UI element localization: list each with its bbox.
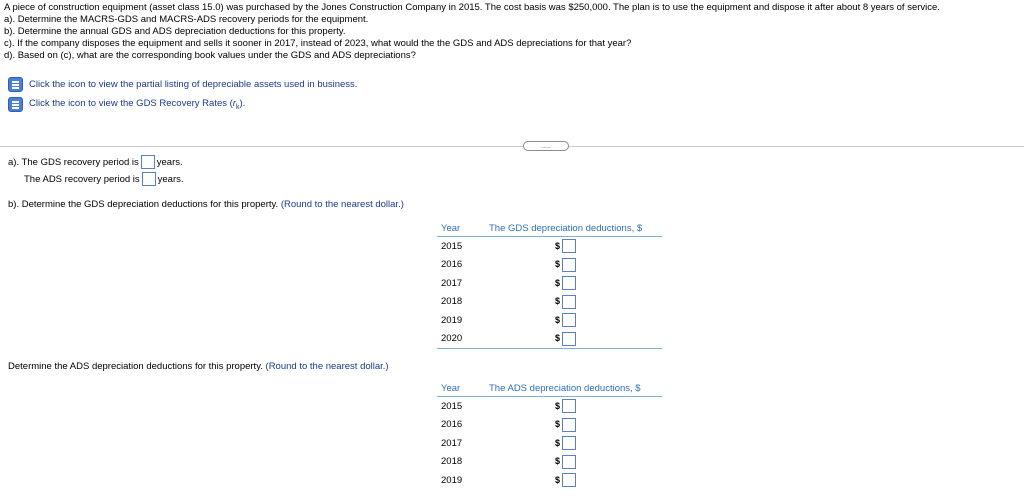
ads-currency-sign: $ bbox=[554, 437, 560, 448]
ads-round-hint: (Round to the nearest dollar.) bbox=[265, 361, 389, 372]
gds-value-cell bbox=[483, 274, 662, 293]
rates-link-prefix: Click the icon to view the GDS Recovery Rates ( bbox=[29, 98, 233, 110]
ads-currency-sign: $ bbox=[554, 400, 560, 411]
ads-currency-sign: $ bbox=[554, 474, 560, 485]
document-icon[interactable] bbox=[8, 97, 23, 112]
gds-value-header: The GDS depreciation deductions, $ bbox=[483, 220, 662, 237]
gds-year-cell: 2015 bbox=[441, 240, 463, 252]
gds-value-cell bbox=[483, 293, 662, 312]
ads-value-cell bbox=[483, 471, 662, 490]
question-part-c: c). If the company disposes the equipment and sells it sooner in 2017, instead of 2023, what would the the GDS and ADS depreciations for that year? bbox=[4, 38, 632, 49]
ads-table-row bbox=[437, 397, 662, 416]
ads-deduction-input[interactable] bbox=[562, 399, 576, 413]
ads-year-cell: 2018 bbox=[441, 456, 463, 468]
ads-year-cell: 2016 bbox=[441, 419, 463, 431]
gds-year-cell: 2018 bbox=[441, 296, 463, 308]
document-icon[interactable] bbox=[8, 77, 23, 92]
rates-link-var: r bbox=[232, 98, 236, 110]
gds-period-unit: years. bbox=[156, 157, 183, 168]
ads-value-cell bbox=[483, 416, 662, 435]
gds-currency-sign: $ bbox=[554, 240, 560, 251]
gds-currency-sign: $ bbox=[554, 277, 560, 288]
gds-currency-sign: $ bbox=[554, 333, 560, 344]
rates-link-sub: k bbox=[235, 103, 240, 111]
gds-value-cell bbox=[483, 237, 662, 256]
ads-period-label: The ADS recovery period is bbox=[24, 174, 140, 185]
question-part-a: a). Determine the MACRS-GDS and MACRS-ADS recovery periods for the equipment. bbox=[4, 14, 369, 25]
gds-table-row bbox=[437, 256, 662, 275]
gds-currency-sign: $ bbox=[554, 296, 560, 307]
gds-year-cell: 2017 bbox=[441, 277, 463, 289]
ads-currency-sign: $ bbox=[554, 419, 560, 430]
gds-table-row bbox=[437, 274, 662, 293]
gds-year-cell: 2020 bbox=[437, 330, 483, 349]
gds-deduction-input[interactable] bbox=[562, 276, 576, 290]
gds-value-cell bbox=[483, 330, 662, 349]
rates-link-suffix: ). bbox=[239, 98, 246, 110]
gds-deduction-input[interactable] bbox=[562, 258, 576, 272]
gds-deduction-input[interactable] bbox=[562, 332, 576, 346]
gds-period-input[interactable] bbox=[141, 155, 155, 169]
ads-table-row bbox=[437, 434, 662, 453]
ads-table-row bbox=[437, 471, 662, 490]
question-intro: A piece of construction equipment (asset class 15.0) was purchased by the Jones Construction Company in 2015. The cost basis was $250,000. The plan is to use the equipment and dispose it after about 8 years of service. bbox=[4, 2, 940, 13]
gds-table-row bbox=[437, 293, 662, 312]
ads-year-header: Year bbox=[437, 380, 483, 397]
rates-link-text[interactable] bbox=[29, 98, 245, 111]
gds-period-label: a). The GDS recovery period is bbox=[8, 157, 139, 168]
ads-period-unit: years. bbox=[157, 174, 184, 185]
ads-value-cell bbox=[483, 453, 662, 472]
gds-table-row bbox=[437, 330, 662, 349]
gds-deduction-input[interactable] bbox=[562, 239, 576, 253]
ads-prompt: Determine the ADS depreciation deductions for this property. bbox=[8, 361, 263, 372]
ads-year-cell: 2017 bbox=[441, 437, 463, 449]
gds-currency-sign: $ bbox=[554, 314, 560, 325]
gds-period-row bbox=[8, 155, 183, 171]
gds-table-row bbox=[437, 237, 662, 256]
ads-period-input[interactable] bbox=[142, 172, 156, 186]
gds-deduction-input[interactable] bbox=[562, 313, 576, 327]
ads-deduction-table bbox=[437, 380, 662, 490]
ads-year-cell: 2019 bbox=[441, 474, 463, 486]
ads-deduction-input[interactable] bbox=[562, 473, 576, 487]
question-part-d: d). Based on (c), what are the corresponding book values under the GDS and ADS depreciations? bbox=[4, 50, 416, 61]
assets-link-text[interactable]: Click the icon to view the partial listing of depreciable assets used in business. bbox=[29, 79, 358, 90]
ads-prompt-row bbox=[8, 361, 389, 372]
gds-currency-sign: $ bbox=[554, 259, 560, 270]
gds-table-row bbox=[437, 311, 662, 330]
ads-currency-sign: $ bbox=[554, 456, 560, 467]
section-divider bbox=[0, 146, 1024, 147]
ads-value-header: The ADS depreciation deductions, $ bbox=[483, 380, 662, 397]
expand-more-button[interactable]: ..... bbox=[523, 141, 569, 151]
gds-year-cell: 2019 bbox=[441, 314, 463, 326]
gds-deduction-table bbox=[437, 220, 662, 349]
question-part-b: b). Determine the annual GDS and ADS depreciation deductions for this property. bbox=[4, 26, 346, 37]
assets-link-row[interactable] bbox=[8, 77, 357, 92]
ads-deduction-input[interactable] bbox=[562, 418, 576, 432]
gds-value-cell bbox=[483, 256, 662, 275]
ads-deduction-input[interactable] bbox=[562, 436, 576, 450]
gds-value-cell bbox=[483, 311, 662, 330]
rates-link-row[interactable] bbox=[8, 97, 245, 112]
gds-prompt-row bbox=[8, 199, 404, 210]
ads-year-cell: 2015 bbox=[441, 400, 463, 412]
gds-year-header: Year bbox=[437, 220, 483, 237]
ads-value-cell bbox=[483, 397, 662, 416]
gds-prompt: b). Determine the GDS depreciation deductions for this property. bbox=[8, 199, 279, 210]
ads-table-row bbox=[437, 453, 662, 472]
ads-table-row bbox=[437, 416, 662, 435]
gds-round-hint: (Round to the nearest dollar.) bbox=[280, 199, 404, 210]
ads-deduction-input[interactable] bbox=[562, 455, 576, 469]
gds-year-cell: 2016 bbox=[441, 259, 463, 271]
ads-value-cell bbox=[483, 434, 662, 453]
gds-deduction-input[interactable] bbox=[562, 295, 576, 309]
ads-period-row bbox=[24, 172, 184, 188]
